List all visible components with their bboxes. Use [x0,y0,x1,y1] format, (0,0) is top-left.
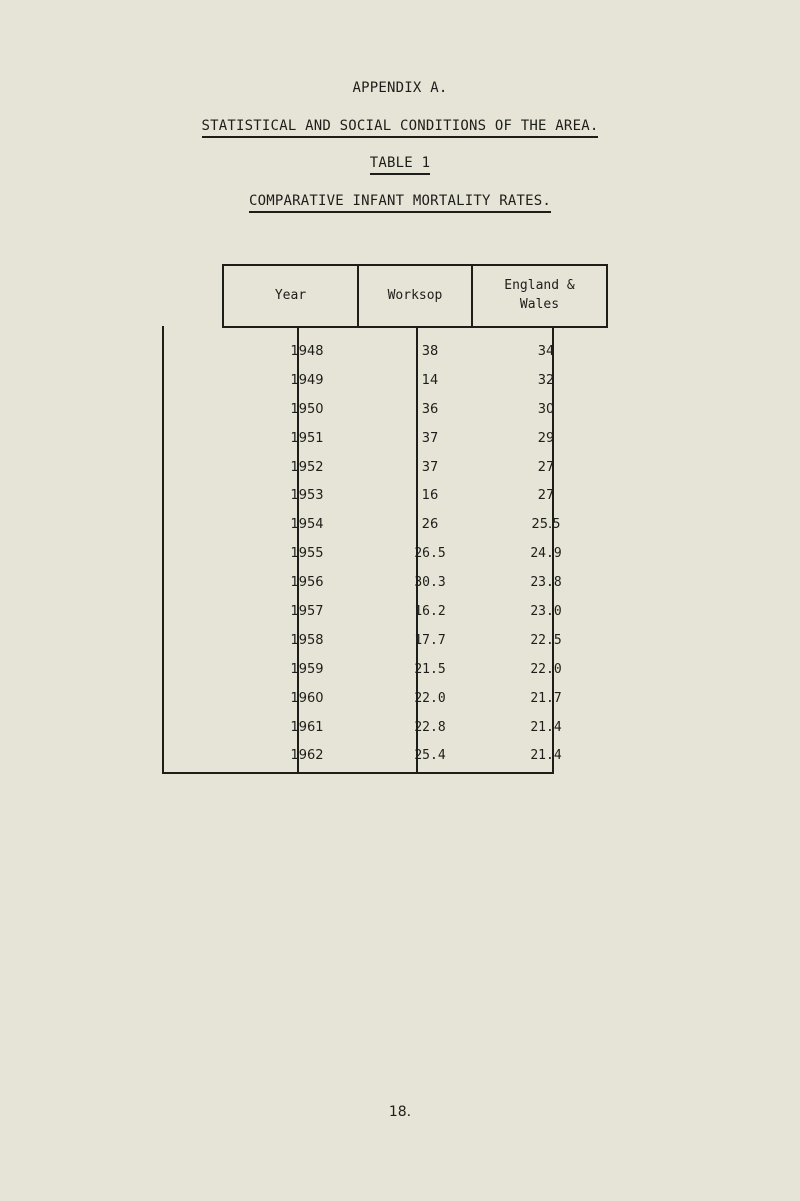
table-row [222,575,606,604]
table-row [222,662,606,691]
header-england-wales-text: England & Wales [504,278,575,312]
table-row [222,460,606,489]
table-title-text: COMPARATIVE INFANT MORTALITY RATES. [249,193,551,213]
table-row [222,691,606,720]
cell-worksop: 36 [421,401,439,417]
cell-worksop: 22.8 [414,719,446,735]
appendix-heading [0,80,800,98]
cell-england-wales: 29 [537,430,555,446]
cell-worksop: 21.5 [414,661,446,677]
cell-year: 1948 [290,344,324,359]
cell-year: 1961 [290,719,324,735]
cell-england-wales: 21.4 [530,719,562,735]
cell-year: 1957 [290,604,324,620]
cell-england-wales: 27 [537,459,555,475]
table-row [222,604,606,633]
cell-england-wales: 23.8 [530,575,562,591]
table-header-divider [222,326,608,328]
table-row [222,546,606,575]
cell-england-wales: 24.9 [530,546,562,562]
table-row [222,748,606,777]
cell-worksop: 37 [421,459,439,475]
cell-year: 1958 [290,632,324,648]
table-right-border [606,264,608,326]
cell-worksop: 38 [421,344,439,359]
header-year [224,264,357,326]
cell-england-wales: 32 [537,372,555,388]
cell-year: 1949 [290,372,324,388]
section-title [0,118,800,138]
cell-year: 1952 [290,459,324,475]
cell-worksop: 16.2 [414,604,446,620]
table-row [222,431,606,460]
table-label [0,155,800,175]
cell-year: 1955 [290,546,324,562]
table-row [222,517,606,546]
table-title [0,193,800,213]
table-body-left-border [162,326,164,774]
table-label-text: TABLE 1 [370,155,430,175]
table-row [222,344,606,373]
cell-worksop: 30.3 [414,575,446,591]
cell-year: 1959 [290,661,324,677]
cell-year: 1953 [290,488,324,504]
table-row [222,373,606,402]
cell-england-wales: 27 [537,488,555,504]
cell-worksop: 26 [421,517,439,533]
cell-worksop: 17.7 [414,632,446,648]
cell-england-wales: 30 [537,401,555,417]
cell-worksop: 16 [421,488,439,504]
header-year-text: Year [274,287,307,303]
table-body [222,344,606,777]
header-england-wales [473,264,606,326]
cell-england-wales: 21.7 [530,690,562,706]
cell-england-wales: 21.4 [530,748,562,764]
cell-year: 1950 [290,401,324,417]
cell-year: 1954 [290,517,324,533]
infant-mortality-table [222,264,606,774]
appendix-heading-text: APPENDIX A. [352,80,448,96]
cell-england-wales: 22.5 [530,632,562,648]
header-worksop [359,264,471,326]
cell-worksop: 22.0 [414,690,446,706]
cell-england-wales: 34 [537,344,555,359]
table-row [222,402,606,431]
cell-worksop: 25.4 [414,748,446,764]
table-row [222,633,606,662]
table-row [222,720,606,749]
cell-england-wales: 25.5 [531,517,561,533]
table-row [222,488,606,517]
cell-worksop: 26.5 [414,546,446,562]
cell-year: 1960 [290,690,324,706]
cell-england-wales: 23.0 [530,604,562,620]
cell-worksop: 14 [421,372,439,388]
cell-year: 1962 [290,748,324,764]
cell-year: 1956 [290,575,324,591]
section-title-text: STATISTICAL AND SOCIAL CONDITIONS OF THE AREA. [202,118,599,138]
page-number: 18. [388,1104,412,1120]
cell-worksop: 37 [421,430,439,446]
header-worksop-text: Worksop [387,287,443,303]
cell-year: 1951 [290,430,324,446]
cell-england-wales: 22.0 [530,661,562,677]
